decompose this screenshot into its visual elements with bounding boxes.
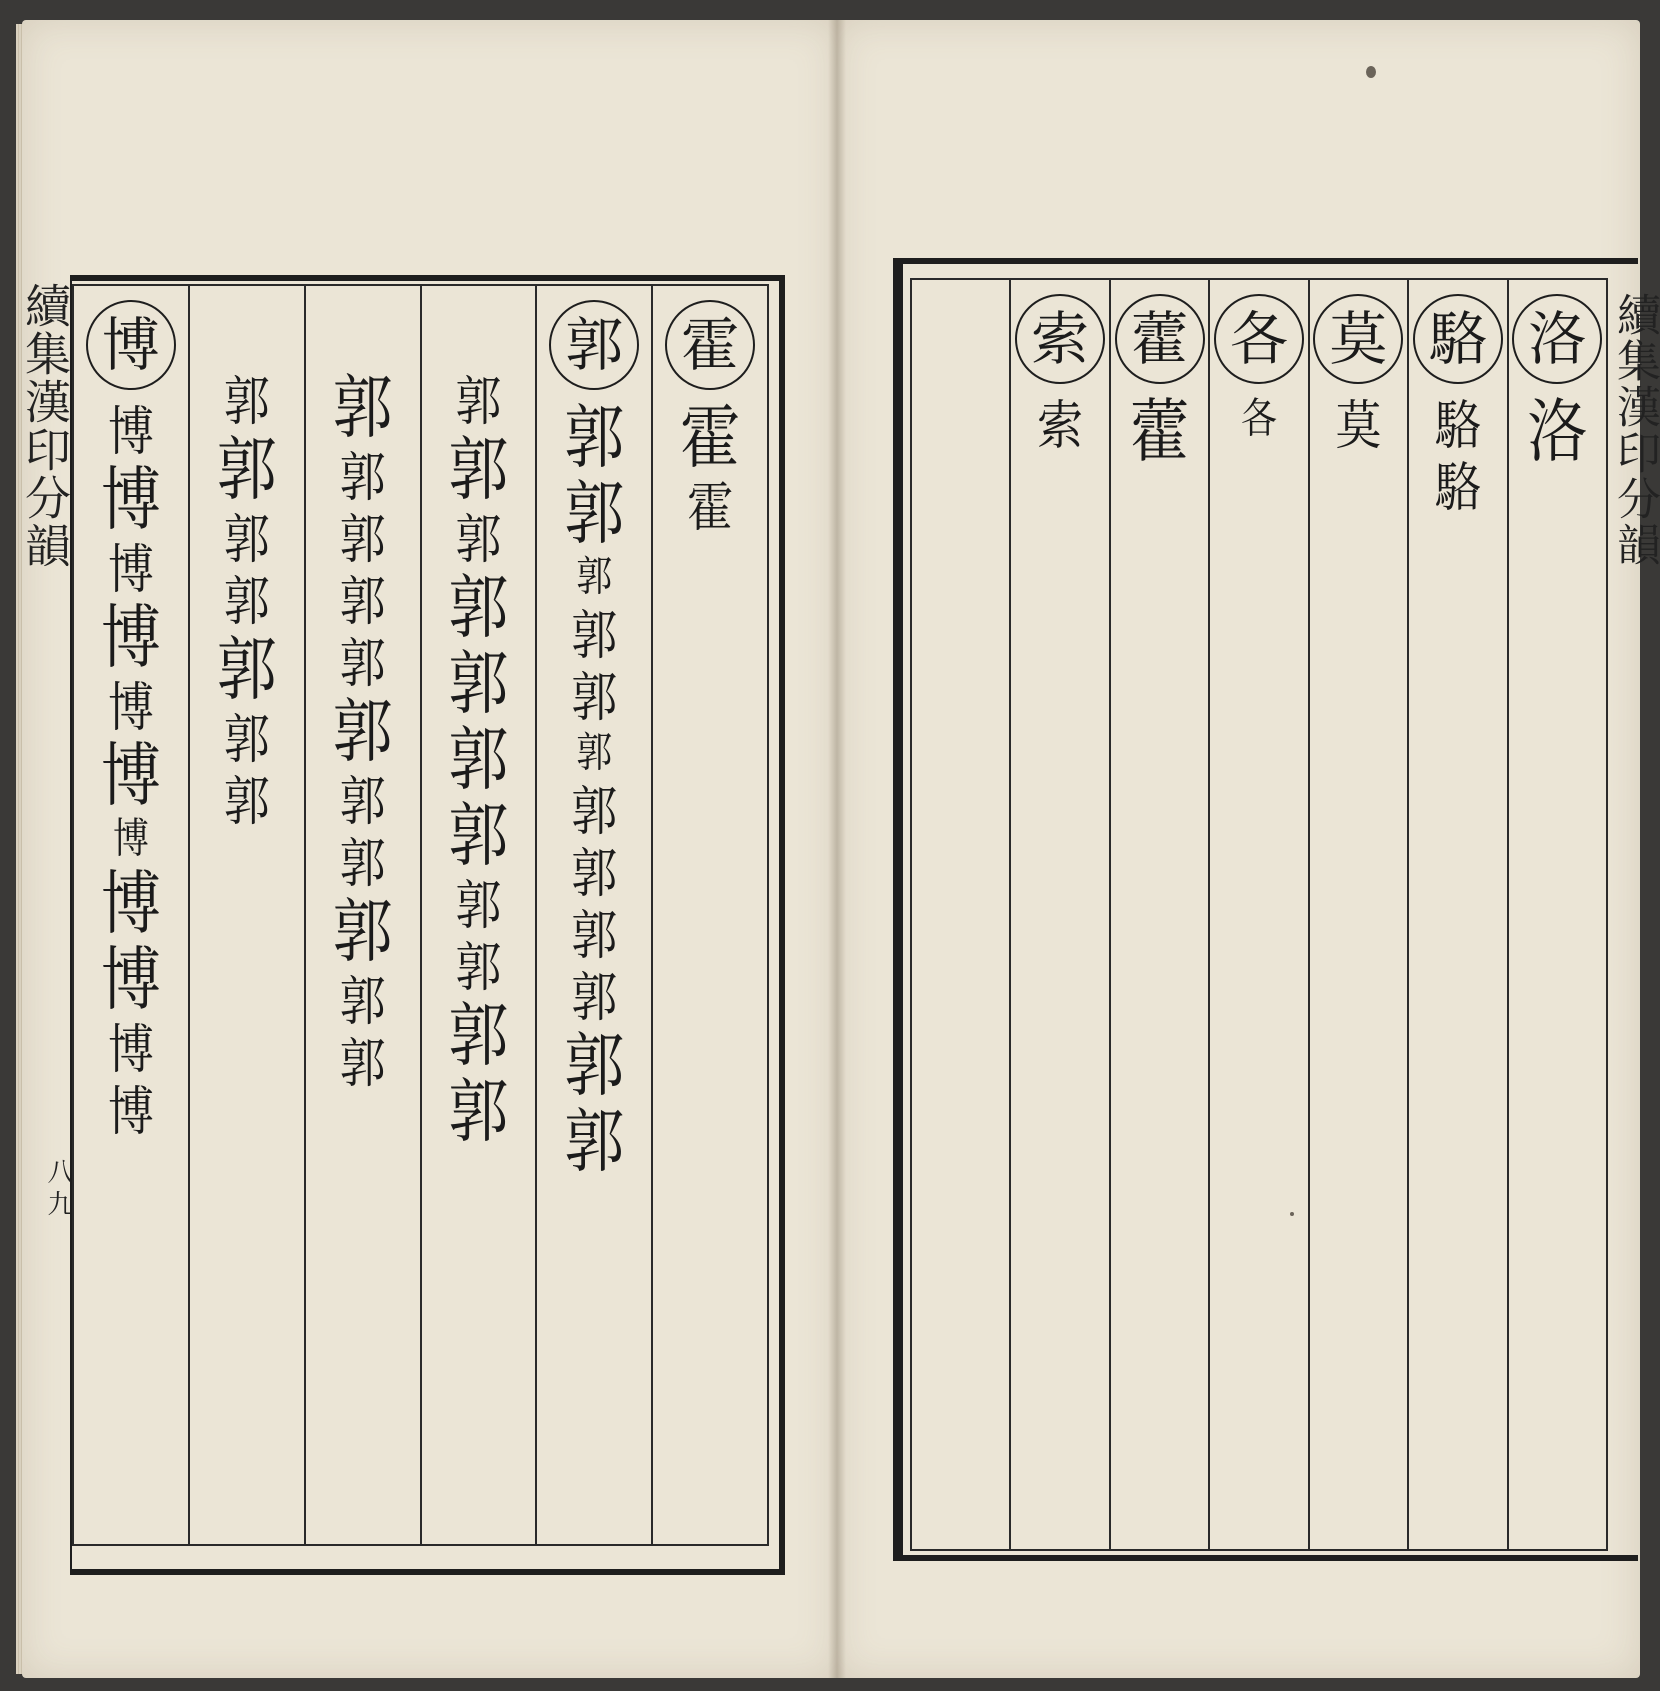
seal-character-form: 郭 <box>564 397 625 479</box>
character-column <box>1009 280 1108 1549</box>
seal-character-form: 郭 <box>223 369 270 433</box>
seal-character-form: 博 <box>100 459 161 541</box>
seal-character-form: 郭 <box>571 965 618 1029</box>
seal-character-form: 各 <box>1241 395 1278 443</box>
character-column <box>1109 280 1208 1549</box>
paper-spot <box>1366 66 1376 78</box>
seal-character-form: 霍 <box>687 475 734 539</box>
seal-character-form: 郭 <box>576 729 613 777</box>
head-character-circle: 博 <box>86 300 176 390</box>
seal-character-form: 博 <box>107 1017 154 1081</box>
seal-character-form: 郭 <box>339 1031 386 1095</box>
seal-character-form: 博 <box>100 863 161 945</box>
seal-character-form: 郭 <box>564 1025 625 1107</box>
character-column <box>1507 280 1606 1549</box>
seal-character-form: 博 <box>107 399 154 463</box>
seal-character-form: 洛 <box>1527 391 1588 473</box>
seal-character-form: 霍 <box>680 397 741 479</box>
seal-character-form: 郭 <box>448 795 509 877</box>
seal-character-form: 郭 <box>339 769 386 833</box>
seal-character-form: 索 <box>1037 393 1084 457</box>
head-character-circle: 洛 <box>1512 294 1602 384</box>
seal-character-form: 博 <box>107 537 154 601</box>
seal-character-form: 博 <box>100 735 161 817</box>
character-column <box>188 286 304 1544</box>
seal-character-form: 郭 <box>339 445 386 509</box>
right-margin-title: 續集漢印分韻 <box>1609 292 1660 568</box>
seal-character-form: 博 <box>112 815 149 863</box>
seal-character-form: 郭 <box>571 779 618 843</box>
seal-character-form: 郭 <box>448 567 509 649</box>
seal-character-form: 郭 <box>339 831 386 895</box>
seal-character-form: 郭 <box>332 367 393 449</box>
seal-character-form: 郭 <box>339 631 386 695</box>
seal-character-form: 郭 <box>332 691 393 773</box>
character-column <box>304 286 420 1544</box>
seal-character-form: 郭 <box>448 643 509 725</box>
paper-spot <box>1290 1212 1294 1216</box>
seal-character-form: 莫 <box>1335 393 1382 457</box>
seal-character-form: 郭 <box>571 603 618 667</box>
head-character-circle: 郭 <box>549 300 639 390</box>
seal-character-form: 郭 <box>216 429 277 511</box>
head-character-circle: 霍 <box>665 300 755 390</box>
seal-character-form: 郭 <box>223 569 270 633</box>
seal-character-form: 郭 <box>332 891 393 973</box>
seal-character-form: 郭 <box>339 969 386 1033</box>
left-margin-title: 續集漢印分韻 <box>18 282 72 570</box>
character-column <box>1407 280 1506 1549</box>
seal-character-form: 郭 <box>448 1071 509 1153</box>
book-gutter <box>828 20 846 1678</box>
seal-character-form: 郭 <box>576 553 613 601</box>
seal-character-form: 郭 <box>448 719 509 801</box>
seal-character-form: 郭 <box>564 473 625 555</box>
seal-character-form: 駱 <box>1434 455 1481 519</box>
character-column <box>420 286 536 1544</box>
seal-character-form: 郭 <box>339 507 386 571</box>
seal-character-form: 藿 <box>1129 391 1190 473</box>
seal-character-form: 郭 <box>339 569 386 633</box>
seal-character-form: 郭 <box>564 1101 625 1183</box>
seal-character-form: 博 <box>107 675 154 739</box>
character-column <box>912 280 1009 1549</box>
head-character-circle: 莫 <box>1313 294 1403 384</box>
seal-character-form: 郭 <box>223 707 270 771</box>
seal-character-form: 郭 <box>455 369 502 433</box>
seal-character-form: 郭 <box>448 429 509 511</box>
head-character-circle: 索 <box>1015 294 1105 384</box>
seal-character-form: 郭 <box>571 903 618 967</box>
character-column <box>1308 280 1407 1549</box>
seal-character-form: 郭 <box>216 629 277 711</box>
head-character-circle: 藿 <box>1115 294 1205 384</box>
seal-character-form: 郭 <box>455 935 502 999</box>
seal-character-form: 博 <box>100 939 161 1021</box>
character-column <box>1208 280 1307 1549</box>
head-character-circle: 各 <box>1214 294 1304 384</box>
head-character-circle: 駱 <box>1413 294 1503 384</box>
character-column <box>535 286 651 1544</box>
seal-character-form: 郭 <box>223 507 270 571</box>
seal-character-form: 博 <box>100 597 161 679</box>
seal-character-form: 駱 <box>1434 393 1481 457</box>
character-column <box>651 286 767 1544</box>
folio-number: 八九 <box>43 1158 73 1222</box>
seal-character-form: 郭 <box>223 769 270 833</box>
left-character-grid <box>72 284 769 1546</box>
right-character-grid <box>910 278 1608 1551</box>
seal-character-form: 博 <box>107 1079 154 1143</box>
seal-character-form: 郭 <box>455 873 502 937</box>
character-column <box>74 286 188 1544</box>
seal-character-form: 郭 <box>571 841 618 905</box>
seal-character-form: 郭 <box>455 507 502 571</box>
seal-character-form: 郭 <box>571 665 618 729</box>
seal-character-form: 郭 <box>448 995 509 1077</box>
